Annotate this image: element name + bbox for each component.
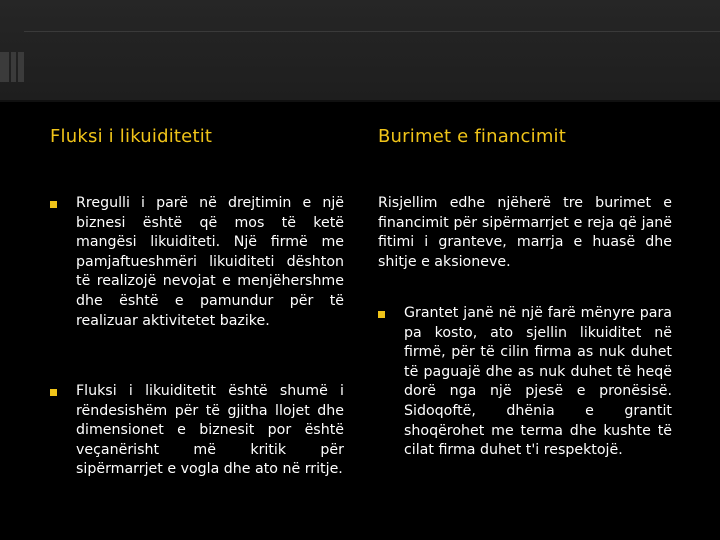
left-bullet-1-text: Rregulli i parë në drejtimin e një biznesi është që mos të ketë mangësi likuiditeti. Një firmë me pamjaftueshmëri likuiditeti dështon të realizojë nevojat e menjëhershme dhe është e pamundur për të realizuar aktivitetet bazike.	[76, 195, 344, 329]
right-bullet-1	[378, 304, 672, 504]
decorative-bars	[0, 52, 24, 82]
left-column-heading: Fluksi i likuiditetit	[50, 126, 213, 147]
left-bullet-1	[50, 194, 344, 354]
decorative-line	[24, 31, 720, 32]
left-bullet-2-text: Fluksi i likuiditetit është shumë i rëndesishëm për të gjitha llojet dhe dimensionet e biznesit por është veçanërisht më kritik për sipërmarrjet e vogla dhe ato në rritje.	[76, 383, 344, 478]
bullet-square-icon	[50, 389, 57, 396]
title-band-divider	[0, 100, 720, 102]
title-band	[0, 0, 720, 100]
right-bullet-1-text: Grantet janë në një farë mënyre para pa kosto, ato sjellin likuiditet në firmë, për të cilin firma as nuk duhet të paguajë dhe as nuk duhet të heqë dorë nga një pjesë e pronësisë. Sidoqoftë, dhënia e grantit shoqërohet me terma dhe kushte të cilat firma duhet t'i respektojë.	[404, 305, 672, 459]
right-column-intro: Risjellim edhe njëherë tre burimet e financimit për sipërmarrjet e reja që janë fitimi i granteve, marrja e huasë dhe shitje e aksioneve.	[378, 195, 672, 270]
bullet-square-icon	[378, 311, 385, 318]
right-column-heading: Burimet e financimit	[378, 126, 567, 147]
left-bullet-2	[50, 382, 344, 502]
bullet-square-icon	[50, 201, 57, 208]
